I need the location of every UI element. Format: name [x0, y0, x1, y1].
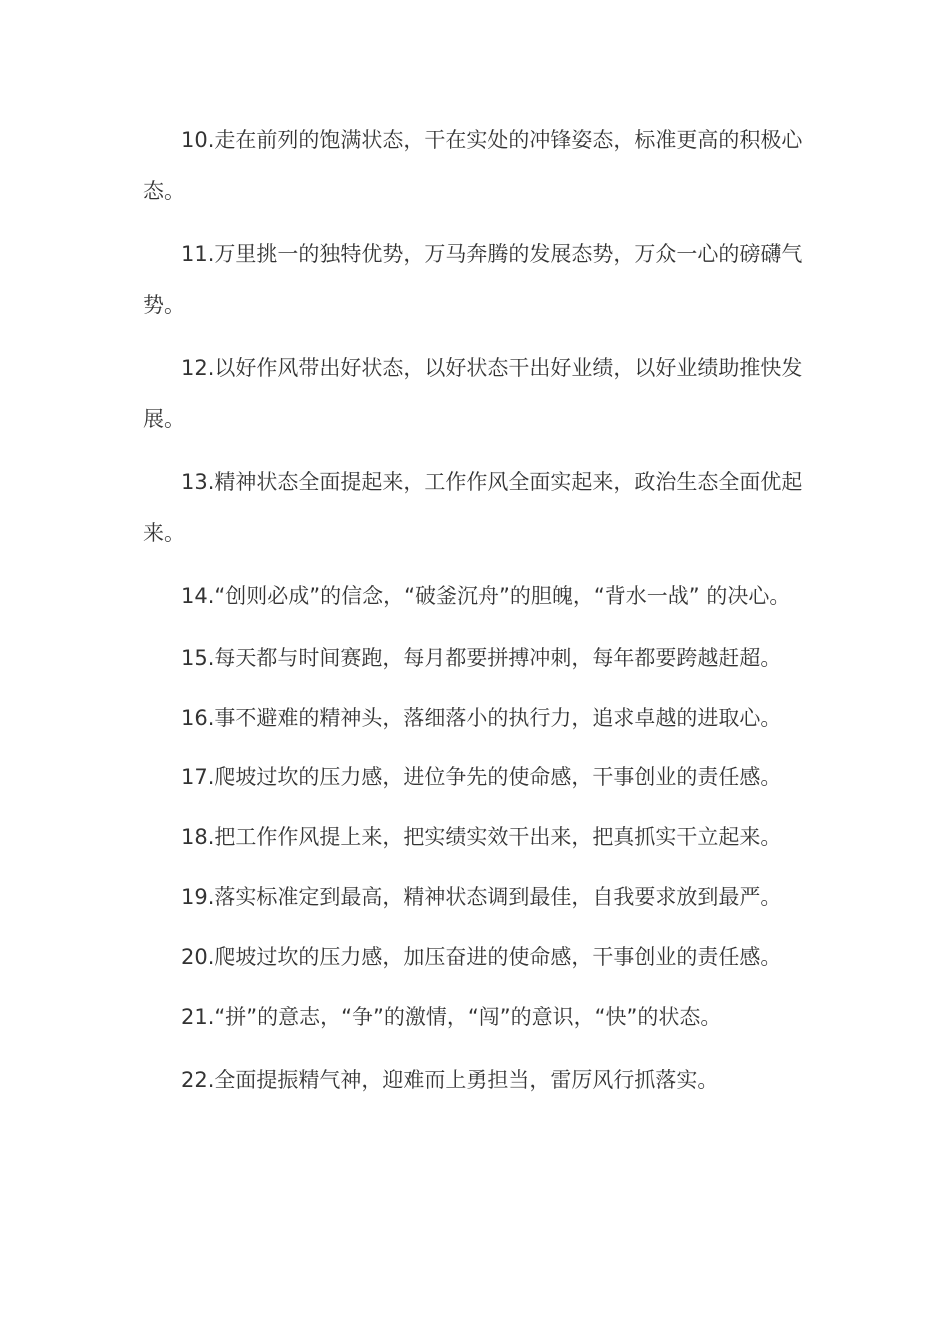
list-item: 22.全面提振精气神，迎难而上勇担当，雷厉风行抓落实。	[181, 1068, 719, 1092]
list-item: 16.事不避难的精神头，落细落小的执行力，追求卓越的进取心。	[181, 706, 782, 730]
list-item: 13.精神状态全面提起来，工作作风全面实起来，政治生态全面优起来。	[143, 470, 803, 545]
list-item: 15.每天都与时间赛跑，每月都要拼搏冲刺，每年都要跨越赶超。	[181, 646, 782, 670]
list-item: 12.以好作风带出好状态，以好状态干出好业绩，以好业绩助推快发展。	[143, 356, 803, 431]
list-item: 14.“创则必成”的信念，“破釜沉舟”的胆魄，“背水一战” 的决心。	[181, 584, 791, 608]
list-item: 11.万里挑一的独特优势，万马奔腾的发展态势，万众一心的磅礴气势。	[143, 242, 803, 317]
list-item: 21.“拼”的意志，“争”的激情，“闯”的意识，“快”的状态。	[181, 1005, 722, 1029]
list-item: 20.爬坡过坎的压力感，加压奋进的使命感，干事创业的责任感。	[181, 945, 782, 969]
list-item: 17.爬坡过坎的压力感，进位争先的使命感，干事创业的责任感。	[181, 765, 782, 789]
list-item: 18.把工作作风提上来，把实绩实效干出来，把真抓实干立起来。	[181, 825, 782, 849]
list-item: 10.走在前列的饱满状态，干在实处的冲锋姿态，标准更高的积极心态。	[143, 128, 803, 203]
list-item: 19.落实标准定到最高，精神状态调到最佳，自我要求放到最严。	[181, 885, 782, 909]
